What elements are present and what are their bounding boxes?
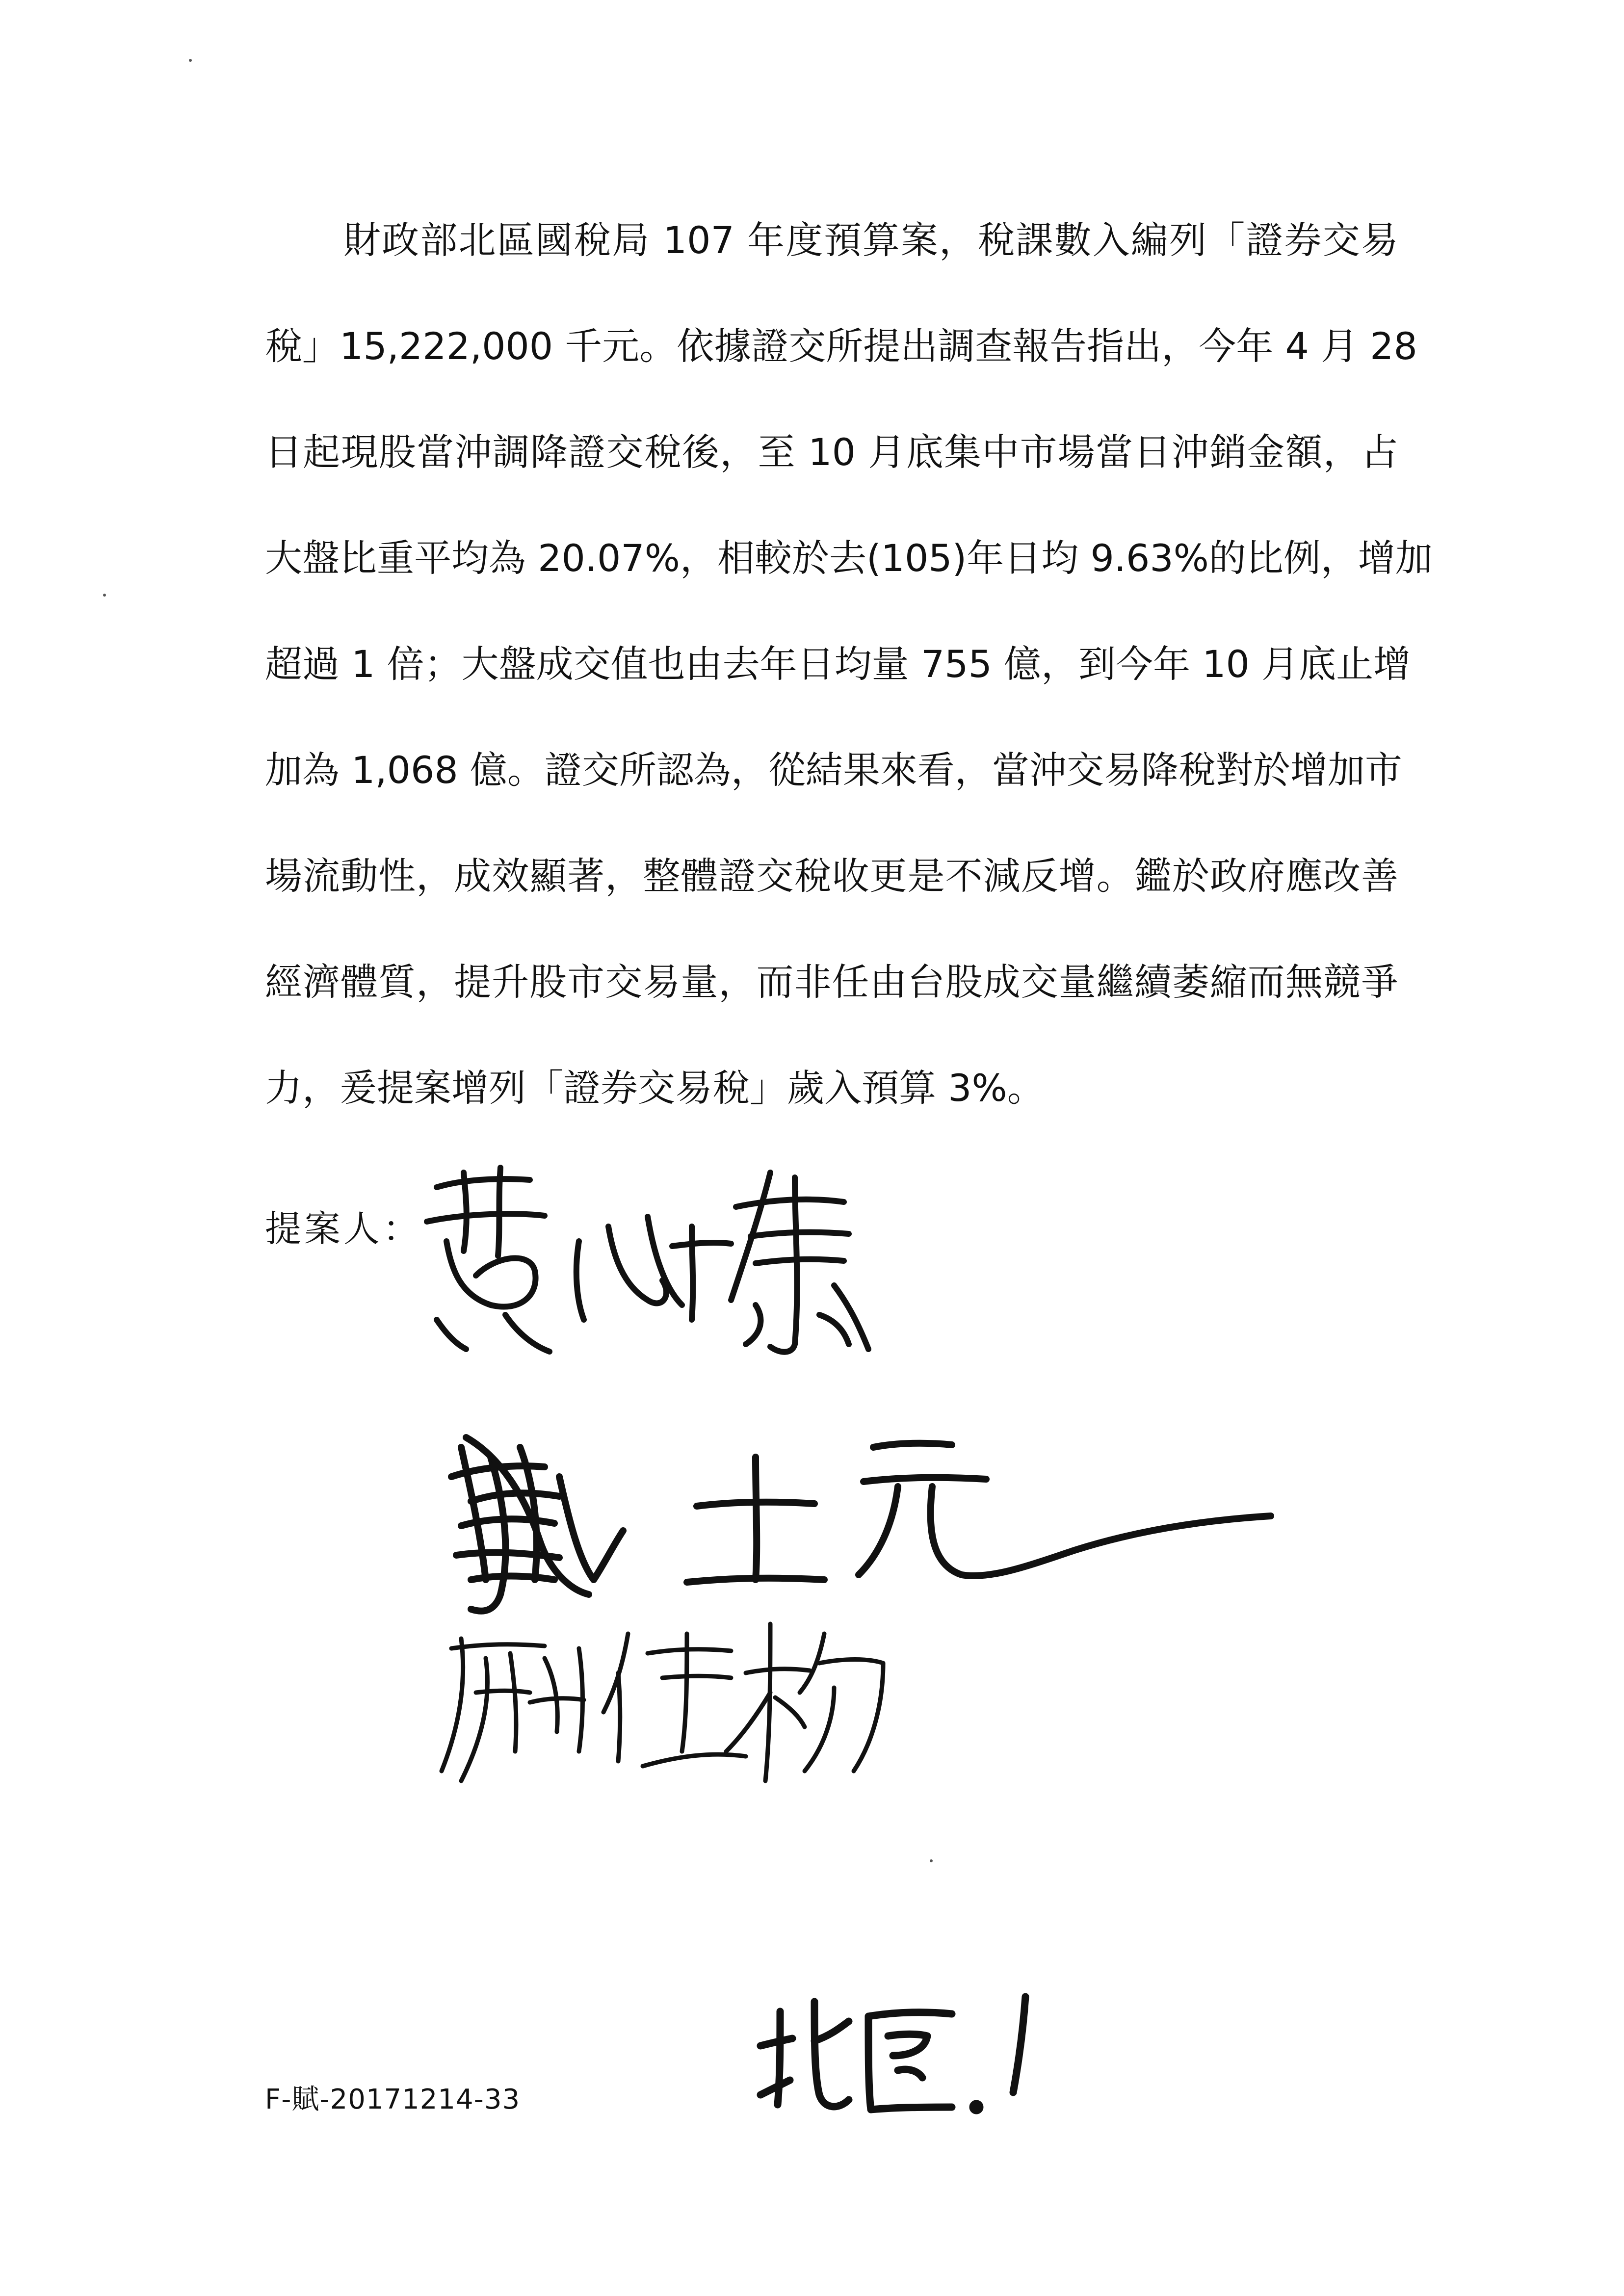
handwritten-signature: [432, 1604, 898, 1791]
proposal-body: [265, 211, 1433, 1165]
handwritten-district-note: [751, 1982, 1045, 2129]
proposer-label: 提案人：: [265, 1208, 422, 1250]
proposal-line: 財政部北區國稅局 107 年度預算案，稅課數入編列「證券交易: [343, 218, 1398, 262]
handwritten-signature: [417, 1158, 908, 1364]
handwritten-signature: [442, 1418, 1300, 1624]
proposal-line: 日起現股當沖調降證交稅後，至 10 月底集中市場當日沖銷金額，占: [265, 430, 1398, 474]
proposal-line: 力，爰提案增列「證券交易稅」歲入預算 3%。: [265, 1066, 1045, 1110]
proposal-line: 加為 1,068 億。證交所認為，從結果來看，當沖交易降稅對於增加市: [265, 748, 1402, 792]
document-code: F-賦-20171214-33: [265, 2084, 521, 2115]
proposal-line: 稅」15,222,000 千元。依據證交所提出調查報告指出，今年 4 月 28: [265, 324, 1417, 368]
proposal-line: 大盤比重平均為 20.07%，相較於去(105)年日均 9.63%的比例，增加: [265, 536, 1433, 580]
proposal-line: 超過 1 倍；大盤成交值也由去年日均量 755 億，到今年 10 月底止增: [265, 642, 1411, 686]
proposal-line: 經濟體質，提升股市交易量，而非任由台股成交量繼續萎縮而無競爭: [265, 960, 1398, 1004]
scan-speck: [930, 1859, 933, 1862]
scan-speck: [189, 59, 192, 62]
proposal-line: 場流動性，成效顯著，整體證交稅收更是不減反增。鑑於政府應改善: [265, 854, 1398, 898]
scan-speck: [103, 594, 106, 597]
